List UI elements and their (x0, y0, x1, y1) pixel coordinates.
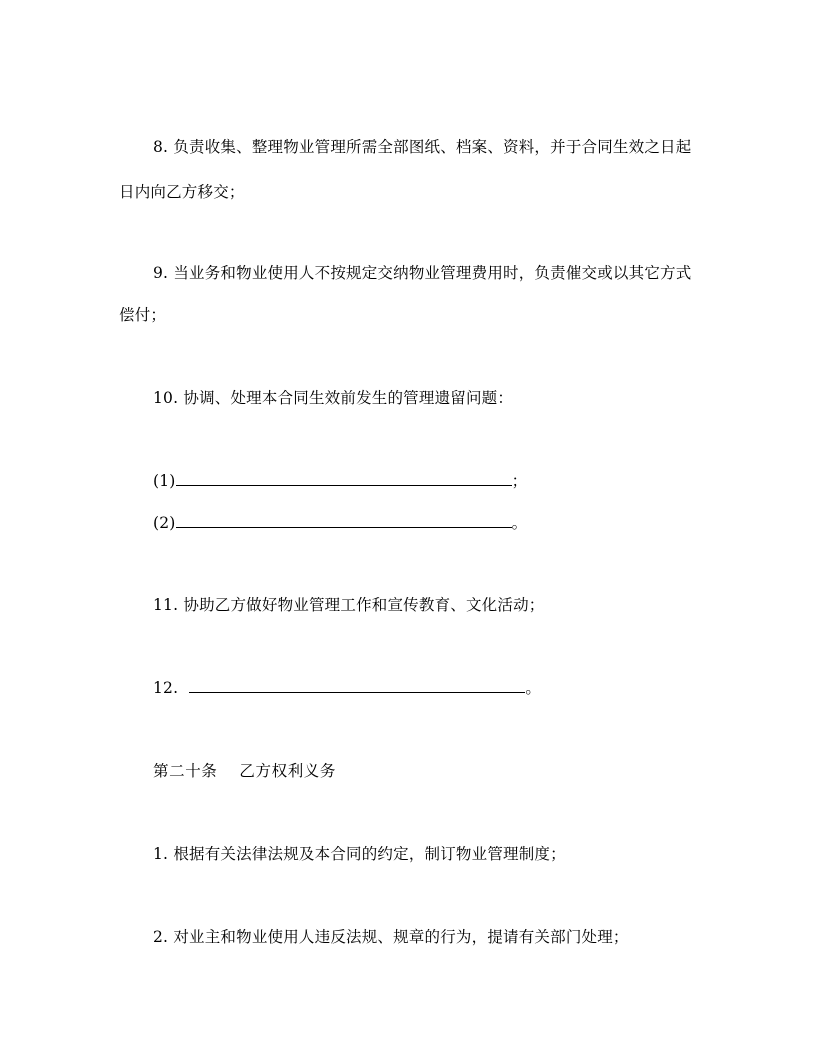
article-20-item-2: 2. 对业主和物业使用人违反法规、规章的行为，提请有关部门处理； (153, 928, 629, 946)
sub1-label: (1) (153, 472, 176, 490)
clause-9-line1: 9. 当业务和物业使用人不按规定交纳物业管理费用时，负责催交或以其它方式 (153, 264, 692, 282)
article-heading (153, 761, 336, 781)
clause-12-label: 12. (153, 679, 179, 697)
clause-8-line1: 8. 负责收集、整理物业管理所需全部图纸、档案、资料，并于合同生效之日起 (153, 138, 692, 156)
clause-10-sub1 (153, 471, 527, 491)
fill-in-blank-3[interactable] (189, 678, 525, 693)
fill-in-blank-2[interactable] (176, 513, 512, 528)
clause-8-line2: 日内向乙方移交； (119, 183, 245, 201)
article-number: 第二十条 (153, 762, 218, 780)
clause-12 (153, 678, 541, 698)
fill-in-blank-1[interactable] (176, 471, 512, 486)
clause-12-punct: 。 (525, 679, 542, 697)
sub2-punct: 。 (511, 514, 528, 532)
clause-10-sub2 (153, 513, 527, 533)
clause-9-line2: 偿付； (119, 306, 167, 324)
article-title: 乙方权利义务 (239, 762, 337, 780)
sub2-label: (2) (153, 514, 176, 532)
article-20-item-1: 1. 根据有关法律法规及本合同的约定，制订物业管理制度； (153, 845, 566, 863)
clause-11: 11. 协助乙方做好物业管理工作和宣传教育、文化活动； (153, 596, 545, 614)
clause-10: 10. 协调、处理本合同生效前发生的管理遗留问题： (153, 389, 514, 407)
sub1-punct: ； (511, 472, 528, 490)
